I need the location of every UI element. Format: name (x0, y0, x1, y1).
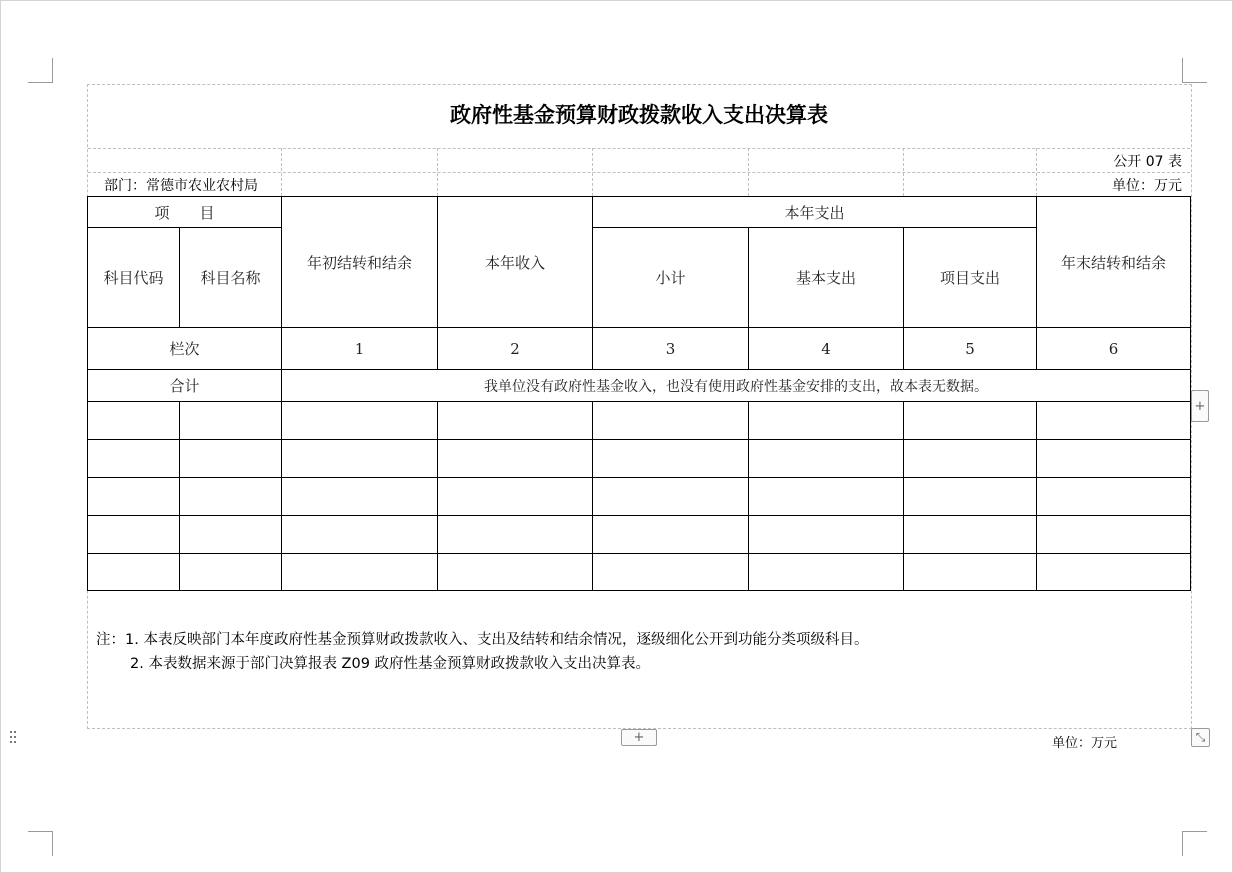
total-label: 合计 (169, 377, 200, 395)
header-subject-name: 科目名称 (200, 269, 261, 287)
drag-handle-icon[interactable] (10, 731, 18, 747)
table-line (748, 401, 749, 591)
header-subject-code: 科目代码 (103, 269, 164, 287)
crop-mark-top-left (28, 58, 53, 83)
resize-icon[interactable]: ⤡ (1191, 728, 1210, 747)
table-line (87, 515, 1191, 516)
gridline (281, 148, 282, 196)
table-line (903, 401, 904, 591)
table-line (1036, 401, 1037, 591)
table-line (87, 477, 1191, 478)
no-data-message: 我单位没有政府性基金收入，也没有使用政府性基金安排的支出，故本表无数据。 (484, 378, 988, 395)
add-column-button[interactable]: + (1191, 390, 1209, 422)
header-basic-expenditure: 基本支出 (795, 269, 856, 287)
document-title: 政府性基金预算财政拨款收入支出决算表 (450, 102, 828, 127)
column-number: 3 (665, 339, 676, 358)
gridline (437, 148, 438, 196)
crop-mark-bottom-left (28, 831, 53, 856)
header-project-expenditure: 项目支出 (939, 269, 1000, 287)
add-row-button[interactable]: + (621, 729, 657, 746)
header-income: 本年收入 (484, 253, 545, 272)
crop-mark-top-right (1182, 58, 1207, 83)
column-number: 4 (821, 339, 831, 358)
column-number: 2 (510, 339, 520, 358)
gridline (88, 172, 1190, 173)
header-item: 项 目 (154, 203, 215, 222)
table-line (179, 401, 180, 591)
crop-mark-bottom-right (1182, 831, 1207, 856)
table-number: 公开 07 表 (1113, 154, 1182, 170)
column-number: 6 (1108, 339, 1119, 358)
table-line (437, 401, 438, 591)
footer-unit-label: 单位：万元 (1052, 736, 1118, 751)
header-subtotal: 小计 (655, 269, 686, 287)
header-closing-balance: 年末结转和结余 (1060, 253, 1166, 272)
gridline (88, 148, 1190, 149)
gridline (1036, 148, 1037, 196)
table-line (87, 439, 1191, 440)
header-expenditure: 本年支出 (784, 203, 845, 222)
department-label: 部门：常德市农业农村局 (104, 178, 258, 194)
column-number: 1 (354, 339, 365, 358)
table-line (87, 553, 1191, 554)
header-opening-balance: 年初结转和结余 (306, 253, 412, 272)
gridline (748, 148, 749, 196)
gridline (903, 148, 904, 196)
gridline (592, 148, 593, 196)
column-number: 5 (965, 339, 975, 358)
table-line (87, 590, 1191, 591)
note-1: 注：1. 本表反映部门本年度政府性基金预算财政拨款收入、支出及结转和结余情况，逐级细化公开到功能分类项级科目。 (96, 632, 869, 648)
table-line (87, 401, 1191, 402)
note-2: 2. 本表数据来源于部门决算报表 Z09 政府性基金预算财政拨款收入支出决算表。 (130, 656, 651, 672)
unit-label: 单位：万元 (1112, 178, 1182, 194)
table-line (592, 401, 593, 591)
row-index-label: 栏次 (169, 340, 200, 358)
